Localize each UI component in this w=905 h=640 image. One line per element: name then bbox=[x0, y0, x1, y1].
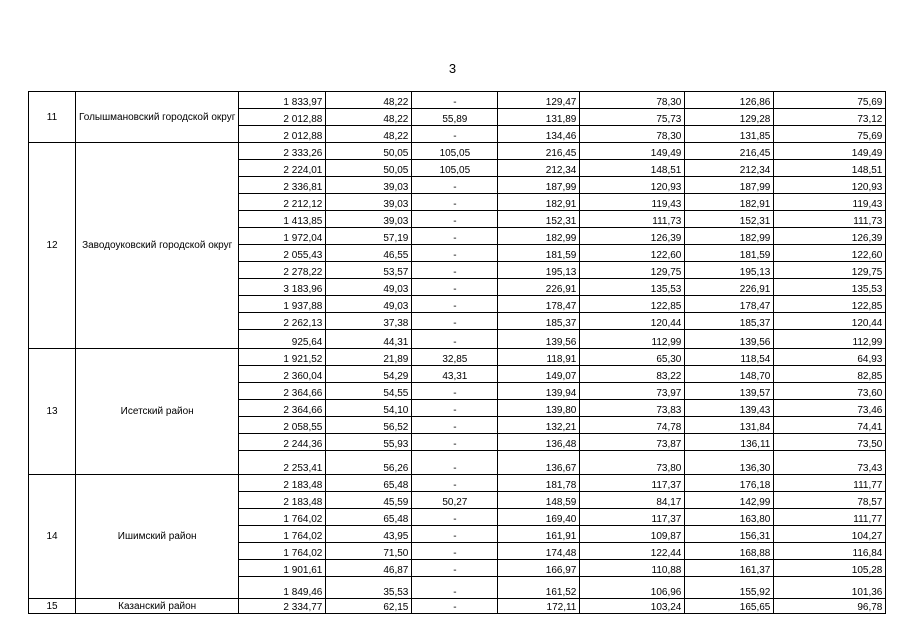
table-cell: 2 336,81 bbox=[239, 177, 326, 194]
table-cell: - bbox=[412, 296, 498, 313]
table-row bbox=[29, 92, 886, 109]
table-cell: 2 334,77 bbox=[239, 599, 326, 614]
table-cell: 1 764,02 bbox=[239, 543, 326, 560]
table-cell: 148,51 bbox=[580, 160, 685, 177]
table-cell: 120,93 bbox=[774, 177, 886, 194]
table-cell: 120,44 bbox=[580, 313, 685, 330]
table-cell: 54,10 bbox=[326, 400, 412, 417]
table-cell: 50,27 bbox=[412, 492, 498, 509]
table-cell: 1 921,52 bbox=[239, 349, 326, 366]
table-cell: 135,53 bbox=[580, 279, 685, 296]
table-cell: 163,80 bbox=[685, 509, 774, 526]
table-cell: 119,43 bbox=[774, 194, 886, 211]
table-cell: 109,87 bbox=[580, 526, 685, 543]
table-row bbox=[29, 599, 886, 614]
table-row bbox=[29, 475, 886, 492]
table-cell: - bbox=[412, 451, 498, 475]
table-cell: 132,21 bbox=[498, 417, 580, 434]
table-cell: 73,50 bbox=[774, 434, 886, 451]
table-cell: 105,05 bbox=[412, 143, 498, 160]
table-cell: - bbox=[412, 330, 498, 349]
table-cell: 65,30 bbox=[580, 349, 685, 366]
table-cell: 117,37 bbox=[580, 509, 685, 526]
table-cell: - bbox=[412, 475, 498, 492]
table-cell: 139,80 bbox=[498, 400, 580, 417]
table-cell: 43,95 bbox=[326, 526, 412, 543]
table-cell: 181,59 bbox=[498, 245, 580, 262]
table-cell: 122,44 bbox=[580, 543, 685, 560]
group-number: 12 bbox=[29, 143, 76, 349]
table-cell: 73,12 bbox=[774, 109, 886, 126]
table-row bbox=[29, 349, 886, 366]
table-cell: 46,87 bbox=[326, 560, 412, 577]
table-cell: 62,15 bbox=[326, 599, 412, 614]
table-cell: 195,13 bbox=[498, 262, 580, 279]
table-cell: 126,39 bbox=[580, 228, 685, 245]
table-cell: 148,70 bbox=[685, 366, 774, 383]
table-cell: 122,60 bbox=[580, 245, 685, 262]
table-cell: 74,78 bbox=[580, 417, 685, 434]
table-cell: 1 937,88 bbox=[239, 296, 326, 313]
table-cell: 187,99 bbox=[498, 177, 580, 194]
table-cell: 129,47 bbox=[498, 92, 580, 109]
table-cell: 152,31 bbox=[685, 211, 774, 228]
table-cell: 46,55 bbox=[326, 245, 412, 262]
table-cell: 111,77 bbox=[774, 509, 886, 526]
table-cell: 35,53 bbox=[326, 577, 412, 599]
table-cell: 226,91 bbox=[685, 279, 774, 296]
page-number: 3 bbox=[448, 61, 457, 76]
table-cell: 178,47 bbox=[498, 296, 580, 313]
table-cell: 2 253,41 bbox=[239, 451, 326, 475]
table-cell: 2 262,13 bbox=[239, 313, 326, 330]
table-cell: - bbox=[412, 211, 498, 228]
table-cell: 73,80 bbox=[580, 451, 685, 475]
table-cell: 182,99 bbox=[498, 228, 580, 245]
table-cell: 120,44 bbox=[774, 313, 886, 330]
table-cell: 1 764,02 bbox=[239, 526, 326, 543]
table-cell: 149,49 bbox=[580, 143, 685, 160]
table-cell: 2 012,88 bbox=[239, 126, 326, 143]
table-body bbox=[29, 92, 886, 614]
table-cell: 50,05 bbox=[326, 143, 412, 160]
table-cell: 182,91 bbox=[498, 194, 580, 211]
group-number: 13 bbox=[29, 349, 76, 475]
table-cell: 78,30 bbox=[580, 126, 685, 143]
group-number: 15 bbox=[29, 599, 76, 614]
table-cell: 1 413,85 bbox=[239, 211, 326, 228]
table-cell: 1 764,02 bbox=[239, 509, 326, 526]
table-cell: 139,56 bbox=[685, 330, 774, 349]
table-cell: 73,46 bbox=[774, 400, 886, 417]
table-cell: 136,48 bbox=[498, 434, 580, 451]
table-cell: 119,43 bbox=[580, 194, 685, 211]
table-cell: 74,41 bbox=[774, 417, 886, 434]
table-cell: 37,38 bbox=[326, 313, 412, 330]
municipality-name: Казанский район bbox=[76, 599, 239, 614]
table-cell: 142,99 bbox=[685, 492, 774, 509]
table-cell: 39,03 bbox=[326, 211, 412, 228]
table-cell: - bbox=[412, 228, 498, 245]
table-cell: 64,93 bbox=[774, 349, 886, 366]
table-cell: 57,19 bbox=[326, 228, 412, 245]
table-cell: 2 244,36 bbox=[239, 434, 326, 451]
table-cell: 73,83 bbox=[580, 400, 685, 417]
table-cell: 1 849,46 bbox=[239, 577, 326, 599]
table-cell: 104,27 bbox=[774, 526, 886, 543]
table-cell: 136,11 bbox=[685, 434, 774, 451]
municipality-name: Голышмановский городской округ bbox=[76, 92, 239, 143]
table-cell: 118,54 bbox=[685, 349, 774, 366]
table-cell: - bbox=[412, 560, 498, 577]
table-cell: 55,89 bbox=[412, 109, 498, 126]
table-cell: 83,22 bbox=[580, 366, 685, 383]
table-cell: - bbox=[412, 509, 498, 526]
table-cell: 212,34 bbox=[685, 160, 774, 177]
table-cell: - bbox=[412, 434, 498, 451]
table-cell: 49,03 bbox=[326, 279, 412, 296]
table-cell: 118,91 bbox=[498, 349, 580, 366]
table-cell: 131,84 bbox=[685, 417, 774, 434]
table-cell: 136,67 bbox=[498, 451, 580, 475]
table-cell: 2 364,66 bbox=[239, 383, 326, 400]
table-cell: 112,99 bbox=[580, 330, 685, 349]
table-cell: 172,11 bbox=[498, 599, 580, 614]
table-cell: 155,92 bbox=[685, 577, 774, 599]
table-cell: - bbox=[412, 599, 498, 614]
table-cell: 82,85 bbox=[774, 366, 886, 383]
table-cell: 105,05 bbox=[412, 160, 498, 177]
table-cell: 182,91 bbox=[685, 194, 774, 211]
table-cell: 129,75 bbox=[774, 262, 886, 279]
table-cell: 181,78 bbox=[498, 475, 580, 492]
group-number: 11 bbox=[29, 92, 76, 143]
table-cell: 182,99 bbox=[685, 228, 774, 245]
table-cell: 48,22 bbox=[326, 92, 412, 109]
table-cell: 39,03 bbox=[326, 194, 412, 211]
table-cell: - bbox=[412, 543, 498, 560]
table-cell: - bbox=[412, 577, 498, 599]
table-cell: 148,51 bbox=[774, 160, 886, 177]
table-cell: 122,85 bbox=[774, 296, 886, 313]
table-cell: 112,99 bbox=[774, 330, 886, 349]
table-cell: 101,36 bbox=[774, 577, 886, 599]
table-cell: 136,30 bbox=[685, 451, 774, 475]
table-cell: 75,69 bbox=[774, 92, 886, 109]
table-cell: - bbox=[412, 245, 498, 262]
table-cell: 2 183,48 bbox=[239, 475, 326, 492]
table-cell: 168,88 bbox=[685, 543, 774, 560]
table-cell: 149,49 bbox=[774, 143, 886, 160]
table-cell: 212,34 bbox=[498, 160, 580, 177]
table-cell: 111,73 bbox=[774, 211, 886, 228]
table-cell: 48,22 bbox=[326, 109, 412, 126]
table-cell: 152,31 bbox=[498, 211, 580, 228]
municipality-name: Заводоуковский городской округ bbox=[76, 143, 239, 349]
table-cell: 96,78 bbox=[774, 599, 886, 614]
table-cell: 110,88 bbox=[580, 560, 685, 577]
table-cell: 54,29 bbox=[326, 366, 412, 383]
table-cell: 120,93 bbox=[580, 177, 685, 194]
table-cell: 178,47 bbox=[685, 296, 774, 313]
table-cell: 139,57 bbox=[685, 383, 774, 400]
table-cell: 21,89 bbox=[326, 349, 412, 366]
table-cell: 65,48 bbox=[326, 509, 412, 526]
table-cell: 71,50 bbox=[326, 543, 412, 560]
table-cell: 65,48 bbox=[326, 475, 412, 492]
table-cell: 44,31 bbox=[326, 330, 412, 349]
table-cell: 48,22 bbox=[326, 126, 412, 143]
table-cell: 185,37 bbox=[498, 313, 580, 330]
table-cell: 2 360,04 bbox=[239, 366, 326, 383]
table-cell: 129,28 bbox=[685, 109, 774, 126]
table-cell: 106,96 bbox=[580, 577, 685, 599]
table-cell: 148,59 bbox=[498, 492, 580, 509]
table-cell: 169,40 bbox=[498, 509, 580, 526]
table-cell: 126,39 bbox=[774, 228, 886, 245]
table-cell: 2 333,26 bbox=[239, 143, 326, 160]
table-cell: 50,05 bbox=[326, 160, 412, 177]
table-cell: 103,24 bbox=[580, 599, 685, 614]
table-cell: 78,57 bbox=[774, 492, 886, 509]
table-cell: 32,85 bbox=[412, 349, 498, 366]
table-cell: 2 224,01 bbox=[239, 160, 326, 177]
table-cell: - bbox=[412, 92, 498, 109]
table-cell: 111,77 bbox=[774, 475, 886, 492]
table-cell: 2 364,66 bbox=[239, 400, 326, 417]
table-cell: - bbox=[412, 383, 498, 400]
table-cell: 54,55 bbox=[326, 383, 412, 400]
table-cell: 131,85 bbox=[685, 126, 774, 143]
table-cell: 161,37 bbox=[685, 560, 774, 577]
municipality-name: Ишимский район bbox=[76, 475, 239, 599]
table-cell: - bbox=[412, 194, 498, 211]
table-cell: 122,85 bbox=[580, 296, 685, 313]
table-cell: - bbox=[412, 313, 498, 330]
table-cell: 166,97 bbox=[498, 560, 580, 577]
tariff-table bbox=[28, 91, 886, 614]
table-cell: 3 183,96 bbox=[239, 279, 326, 296]
table-cell: 73,87 bbox=[580, 434, 685, 451]
table-cell: - bbox=[412, 400, 498, 417]
table-row bbox=[29, 143, 886, 160]
table-cell: 226,91 bbox=[498, 279, 580, 296]
table-cell: 39,03 bbox=[326, 177, 412, 194]
table-cell: 156,31 bbox=[685, 526, 774, 543]
table-cell: 105,28 bbox=[774, 560, 886, 577]
table-cell: - bbox=[412, 126, 498, 143]
table-cell: 1 901,61 bbox=[239, 560, 326, 577]
table-cell: 165,65 bbox=[685, 599, 774, 614]
table-cell: 2 055,43 bbox=[239, 245, 326, 262]
table-cell: 1 972,04 bbox=[239, 228, 326, 245]
table-cell: 2 058,55 bbox=[239, 417, 326, 434]
table-cell: 56,52 bbox=[326, 417, 412, 434]
table-cell: 53,57 bbox=[326, 262, 412, 279]
table-cell: - bbox=[412, 262, 498, 279]
table-cell: 122,60 bbox=[774, 245, 886, 262]
table-cell: 185,37 bbox=[685, 313, 774, 330]
table-cell: 174,48 bbox=[498, 543, 580, 560]
table-cell: 2 212,12 bbox=[239, 194, 326, 211]
table-cell: 149,07 bbox=[498, 366, 580, 383]
group-number: 14 bbox=[29, 475, 76, 599]
table-cell: 187,99 bbox=[685, 177, 774, 194]
table-cell: 55,93 bbox=[326, 434, 412, 451]
table-cell: 75,69 bbox=[774, 126, 886, 143]
table-cell: 216,45 bbox=[685, 143, 774, 160]
table-cell: 43,31 bbox=[412, 366, 498, 383]
table-cell: 111,73 bbox=[580, 211, 685, 228]
table-cell: 161,52 bbox=[498, 577, 580, 599]
table-cell: 176,18 bbox=[685, 475, 774, 492]
table-cell: 49,03 bbox=[326, 296, 412, 313]
table-cell: 45,59 bbox=[326, 492, 412, 509]
table-cell: 181,59 bbox=[685, 245, 774, 262]
table-cell: 161,91 bbox=[498, 526, 580, 543]
table-cell: 925,64 bbox=[239, 330, 326, 349]
table-cell: 134,46 bbox=[498, 126, 580, 143]
table-cell: 2 278,22 bbox=[239, 262, 326, 279]
table-cell: 139,94 bbox=[498, 383, 580, 400]
table-cell: 195,13 bbox=[685, 262, 774, 279]
table-cell: 56,26 bbox=[326, 451, 412, 475]
table-cell: 78,30 bbox=[580, 92, 685, 109]
table-cell: 129,75 bbox=[580, 262, 685, 279]
table-cell: 117,37 bbox=[580, 475, 685, 492]
table-cell: 126,86 bbox=[685, 92, 774, 109]
table-cell: 75,73 bbox=[580, 109, 685, 126]
table-cell: 84,17 bbox=[580, 492, 685, 509]
table-cell: 2 012,88 bbox=[239, 109, 326, 126]
table-cell: - bbox=[412, 526, 498, 543]
table-cell: 73,60 bbox=[774, 383, 886, 400]
table-cell: 2 183,48 bbox=[239, 492, 326, 509]
table-cell: 73,43 bbox=[774, 451, 886, 475]
table-cell: 216,45 bbox=[498, 143, 580, 160]
table-cell: - bbox=[412, 177, 498, 194]
municipality-name: Исетский район bbox=[76, 349, 239, 475]
table-cell: - bbox=[412, 279, 498, 296]
table-cell: 73,97 bbox=[580, 383, 685, 400]
table-cell: 135,53 bbox=[774, 279, 886, 296]
table-cell: 131,89 bbox=[498, 109, 580, 126]
table-cell: 116,84 bbox=[774, 543, 886, 560]
table-cell: 1 833,97 bbox=[239, 92, 326, 109]
table-cell: 139,43 bbox=[685, 400, 774, 417]
table-cell: 139,56 bbox=[498, 330, 580, 349]
table-cell: - bbox=[412, 417, 498, 434]
